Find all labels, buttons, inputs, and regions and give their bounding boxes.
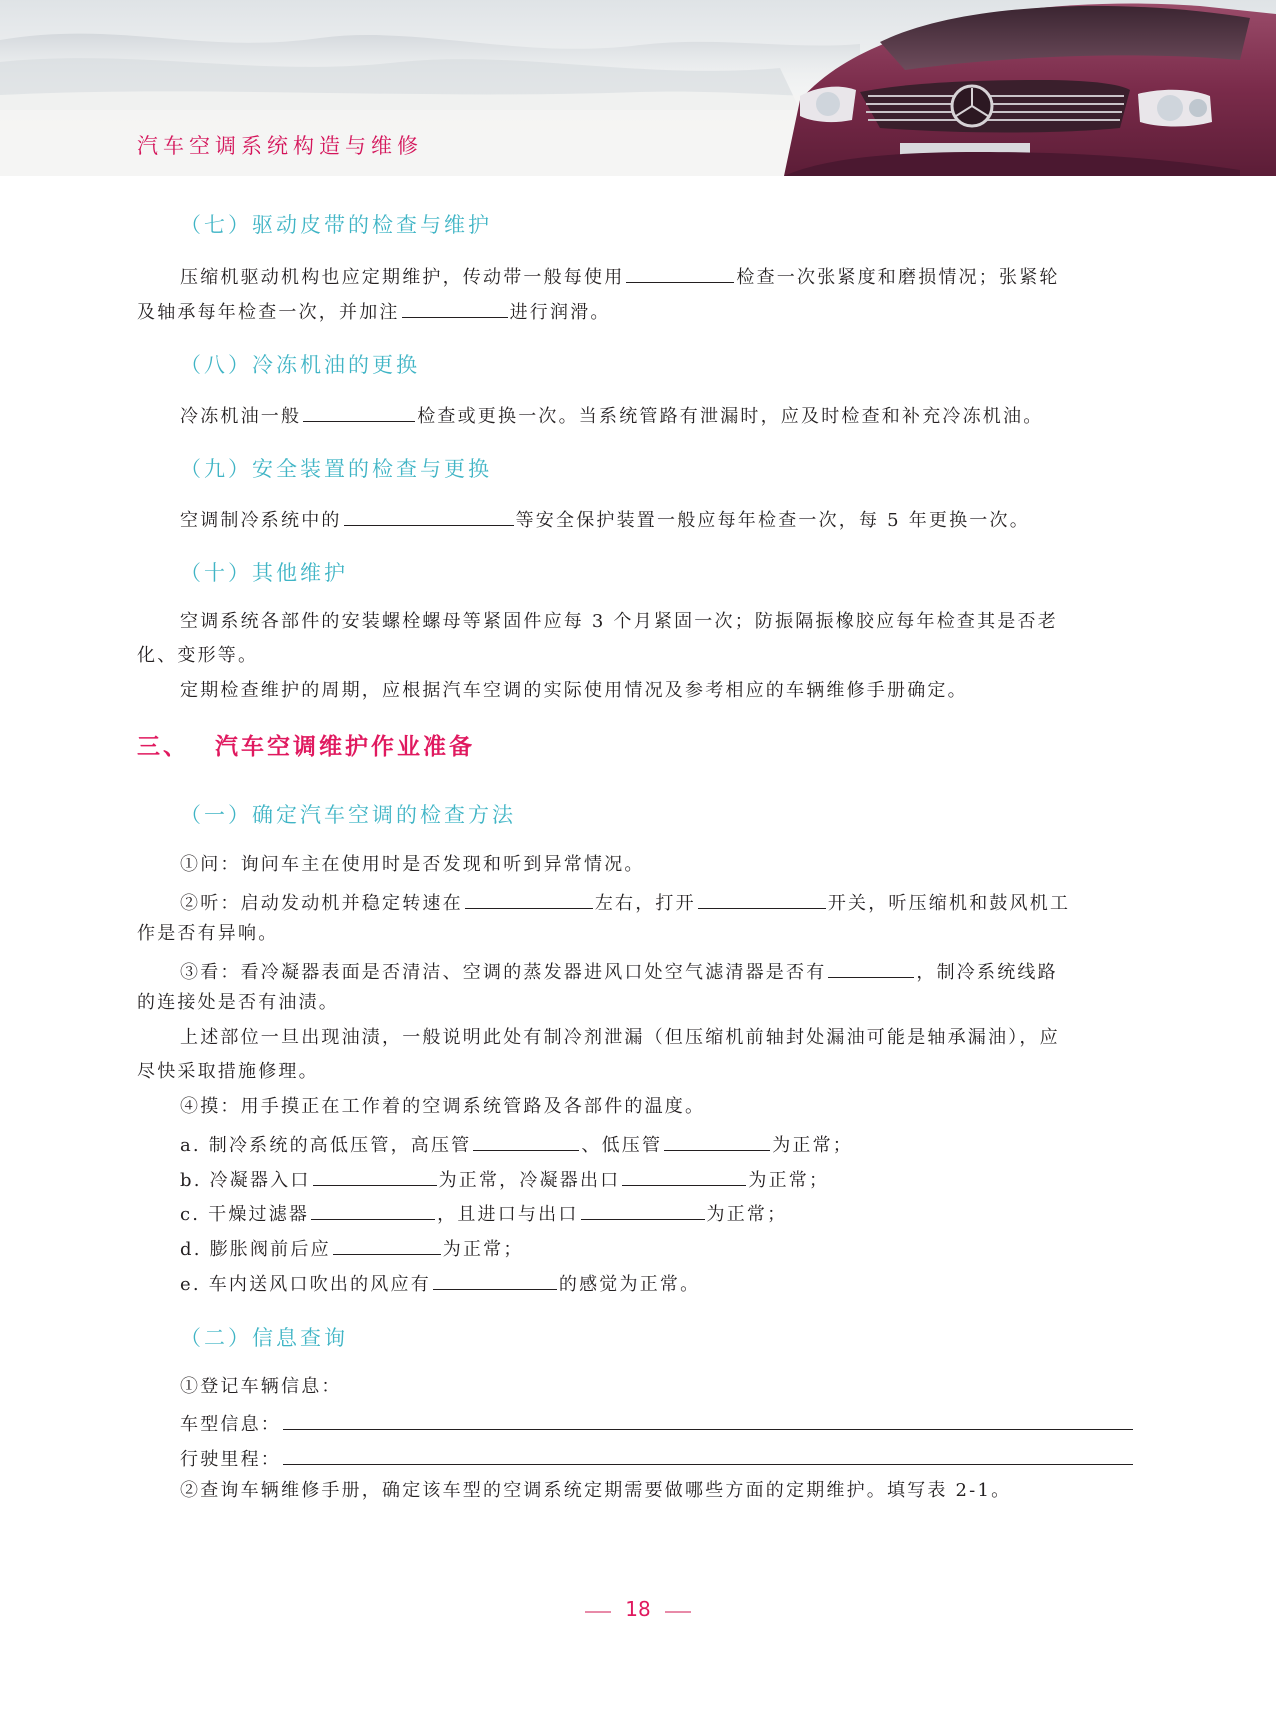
paragraph-line: 化、变形等。: [137, 645, 259, 666]
paragraph-line: [180, 957, 1058, 985]
label: 行驶里程：: [180, 1449, 281, 1470]
text: 、低压管: [581, 1135, 663, 1156]
label: 车型信息：: [180, 1414, 281, 1435]
mileage-blank: [283, 1444, 1133, 1465]
paragraph-line: [180, 505, 1030, 533]
header-banner: [0, 0, 1276, 176]
text: 及轴承每年检查一次，并加注: [137, 302, 400, 323]
paragraph-line: ②查询车辆维修手册，确定该车型的空调系统定期需要做哪些方面的定期维护。填写表 2-1。: [180, 1480, 1012, 1501]
section-heading-info: （二）信息查询: [180, 1326, 348, 1350]
text: ，制冷系统线路: [916, 962, 1058, 983]
text: 检查或更换一次。当系统管路有泄漏时，应及时检查和补充冷冻机油。: [417, 406, 1044, 427]
section-heading-methods: （一）确定汽车空调的检查方法: [180, 803, 516, 827]
fill-in-blank: [664, 1130, 770, 1151]
text: a. 制冷系统的高低压管，高压管: [180, 1135, 472, 1156]
paragraph-line: ④摸：用手摸正在工作着的空调系统管路及各部件的温度。: [180, 1096, 706, 1117]
fill-in-blank: [828, 957, 914, 978]
text: 等安全保护装置一般应每年检查一次，每 5 年更换一次。: [515, 510, 1030, 531]
paragraph-line: 空调系统各部件的安装螺栓螺母等紧固件应每 3 个月紧固一次；防振隔振橡胶应每年检查其是否老: [180, 611, 1058, 632]
text: ③看：看冷凝器表面是否清洁、空调的蒸发器进风口处空气滤清器是否有: [180, 962, 827, 983]
book-title: 汽车空调系统构造与维修: [137, 134, 423, 158]
text: 左右，打开: [594, 893, 696, 914]
text: ，且进口与出口: [437, 1204, 579, 1225]
list-item: [180, 1165, 829, 1193]
paragraph-line: 定期检查维护的周期，应根据汽车空调的实际使用情况及参考相应的车辆维修手册确定。: [180, 680, 968, 701]
list-item: [180, 1269, 700, 1297]
text: 为正常；: [772, 1135, 853, 1156]
text: 为正常；: [748, 1170, 830, 1191]
form-row: [180, 1444, 1135, 1472]
text: d. 膨胀阀前后应: [180, 1239, 331, 1260]
text: 为正常；: [442, 1239, 524, 1260]
fill-in-blank: [333, 1234, 441, 1255]
fill-in-blank: [402, 297, 508, 318]
section-heading-safety: （九）安全装置的检查与更换: [180, 457, 492, 481]
list-item: [180, 1130, 853, 1158]
fill-in-blank: [313, 1165, 437, 1186]
paragraph-line: ①问：询问车主在使用时是否发现和听到异常情况。: [180, 854, 645, 875]
fill-in-blank: [344, 505, 514, 526]
paragraph-line: [180, 401, 1043, 429]
paragraph-line: 尽快采取措施修理。: [137, 1061, 319, 1082]
section-heading-other: （十）其他维护: [180, 561, 348, 585]
fill-in-blank: [581, 1199, 705, 1220]
page-number: 18: [625, 1597, 651, 1621]
fill-in-blank: [698, 888, 826, 909]
paragraph-line: 作是否有异响。: [137, 923, 279, 944]
fill-in-blank: [433, 1269, 557, 1290]
fill-in-blank: [311, 1199, 435, 1220]
text: 压缩机驱动机构也应定期维护，传动带一般每使用: [180, 267, 625, 288]
footer-dash-right: [665, 1611, 691, 1613]
text: 开关，听压缩机和鼓风机工: [827, 893, 1071, 914]
paragraph-line: [180, 262, 1060, 290]
part-title: 汽车空调维护作业准备: [215, 734, 475, 760]
text: 为正常；: [706, 1204, 788, 1225]
part-number: 三、: [137, 734, 189, 760]
fill-in-blank: [465, 888, 593, 909]
fill-in-blank: [622, 1165, 746, 1186]
text: 的感觉为正常。: [558, 1274, 701, 1295]
car-illustration: [784, 4, 1276, 176]
paragraph-line: 的连接处是否有油渍。: [137, 992, 339, 1013]
fill-in-blank: [303, 401, 415, 422]
section-heading-oil: （八）冷冻机油的更换: [180, 353, 420, 377]
model-info-blank: [283, 1409, 1133, 1430]
text: b. 冷凝器入口: [180, 1170, 311, 1191]
fill-in-blank: [626, 262, 734, 283]
paragraph-line: [180, 888, 1070, 916]
paragraph-line: [137, 297, 611, 325]
text: 检查一次张紧度和磨损情况；张紧轮: [736, 267, 1060, 288]
list-item: [180, 1199, 787, 1227]
text: 空调制冷系统中的: [180, 510, 342, 531]
text: 进行润滑。: [509, 302, 611, 323]
text: c. 干燥过滤器: [180, 1204, 310, 1225]
paragraph-line: ①登记车辆信息：: [180, 1376, 342, 1397]
fill-in-blank: [473, 1130, 579, 1151]
footer-dash-left: [585, 1611, 611, 1613]
text: 冷冻机油一般: [180, 406, 302, 427]
text: e. 车内送风口吹出的风应有: [180, 1274, 431, 1295]
paragraph-line: 上述部位一旦出现油渍，一般说明此处有制冷剂泄漏（但压缩机前轴封处漏油可能是轴承漏油），应: [180, 1027, 1060, 1048]
section-heading-belt: （七）驱动皮带的检查与维护: [180, 213, 492, 237]
list-item: [180, 1234, 524, 1262]
part-heading: [137, 728, 475, 761]
form-row: [180, 1409, 1135, 1437]
text: ②听：启动发动机并稳定转速在: [180, 893, 463, 914]
text: 为正常，冷凝器出口: [438, 1170, 621, 1191]
